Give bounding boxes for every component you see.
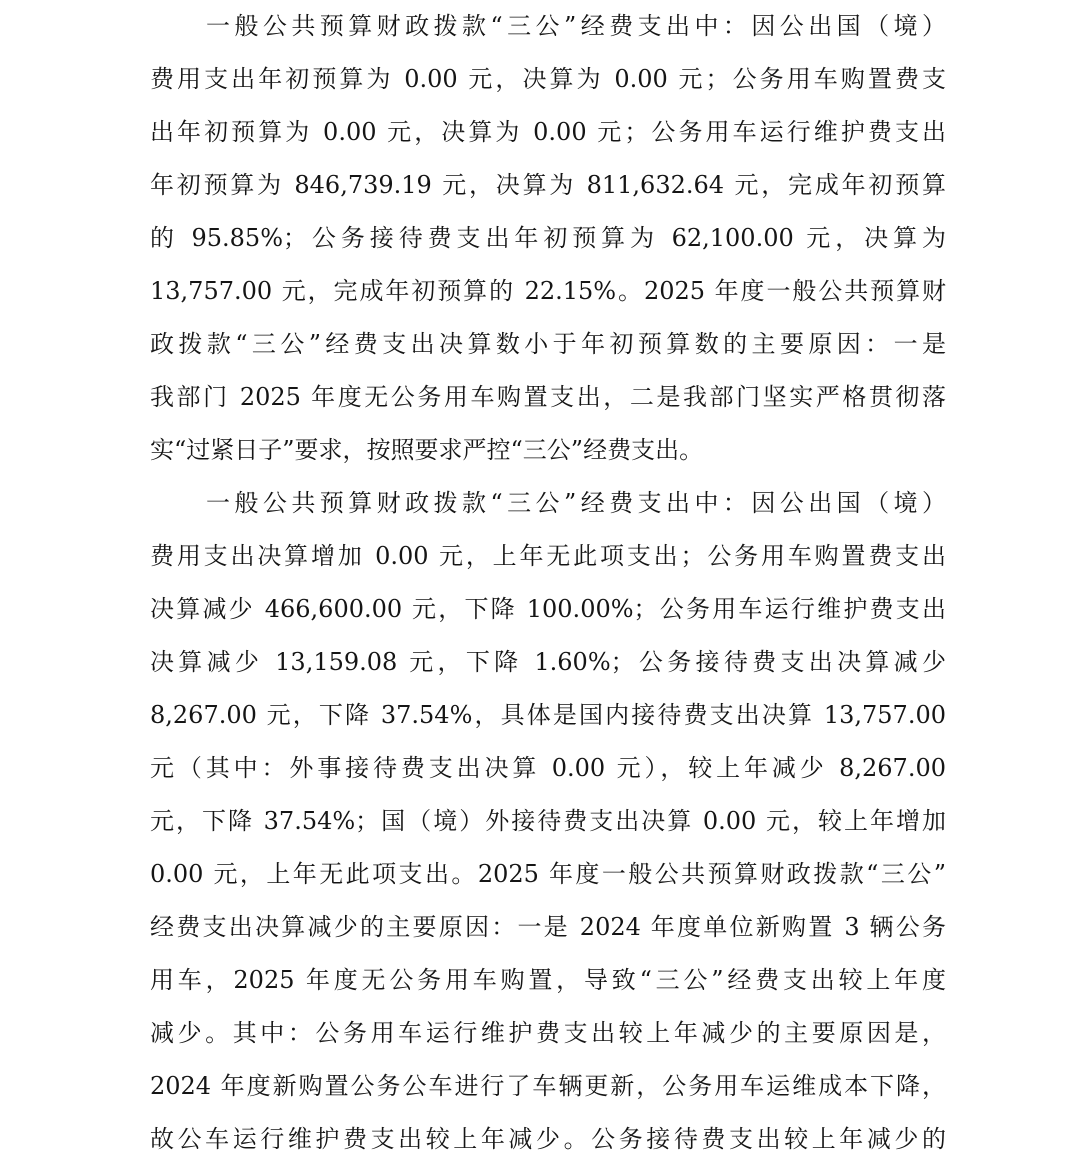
text-line: 的 95.85%；公务接待费支出年初预算为 62,100.00 元，决算为	[150, 224, 946, 252]
text-line: 用车，2025 年度无公务用车购置，导致“三公”经费支出较上年度	[150, 966, 946, 994]
text-line: 决算减少 466,600.00 元，下降 100.00%；公务用车运行维护费支出	[150, 595, 946, 623]
text-line: 决算减少 13,159.08 元，下降 1.60%；公务接待费支出决算减少	[150, 648, 946, 676]
text-line: 2024 年度新购置公务公车进行了车辆更新，公务用车运维成本下降，	[150, 1072, 946, 1100]
text-line: 8,267.00 元，下降 37.54%，具体是国内接待费支出决算 13,757.00	[150, 701, 946, 729]
paragraph-year-over-year	[150, 477, 946, 1166]
text-line: 一般公共预算财政拨款“三公”经费支出中：因公出国（境）	[206, 12, 946, 40]
text-line: 政拨款“三公”经费支出决算数小于年初预算数的主要原因：一是	[150, 330, 946, 358]
paragraph-budget-vs-final	[150, 0, 946, 477]
text-line: 故公车运行维护费支出较上年减少。公务接待费支出较上年减少的	[150, 1125, 946, 1153]
text-line: 经费支出决算减少的主要原因：一是 2024 年度单位新购置 3 辆公务	[150, 913, 946, 941]
text-line: 实“过紧日子”要求，按照要求严控“三公”经费支出。	[150, 436, 704, 464]
text-line: 元（其中：外事接待费支出决算 0.00 元），较上年减少 8,267.00	[150, 754, 946, 782]
text-line: 元，下降 37.54%；国（境）外接待费支出决算 0.00 元，较上年增加	[150, 807, 946, 835]
text-line: 减少。其中：公务用车运行维护费支出较上年减少的主要原因是，	[150, 1019, 946, 1047]
text-line: 我部门 2025 年度无公务用车购置支出，二是我部门坚实严格贯彻落	[150, 383, 946, 411]
text-line: 费用支出决算增加 0.00 元，上年无此项支出；公务用车购置费支出	[150, 542, 946, 570]
text-line: 13,757.00 元，完成年初预算的 22.15%。2025 年度一般公共预算财	[150, 277, 946, 305]
text-line: 0.00 元，上年无此项支出。2025 年度一般公共预算财政拨款“三公”	[150, 860, 946, 888]
text-line: 年初预算为 846,739.19 元，决算为 811,632.64 元，完成年初预算	[150, 171, 946, 199]
text-line: 费用支出年初预算为 0.00 元，决算为 0.00 元；公务用车购置费支	[150, 65, 946, 93]
text-line: 出年初预算为 0.00 元，决算为 0.00 元；公务用车运行维护费支出	[150, 118, 946, 146]
text-line: 一般公共预算财政拨款“三公”经费支出中：因公出国（境）	[206, 489, 946, 517]
